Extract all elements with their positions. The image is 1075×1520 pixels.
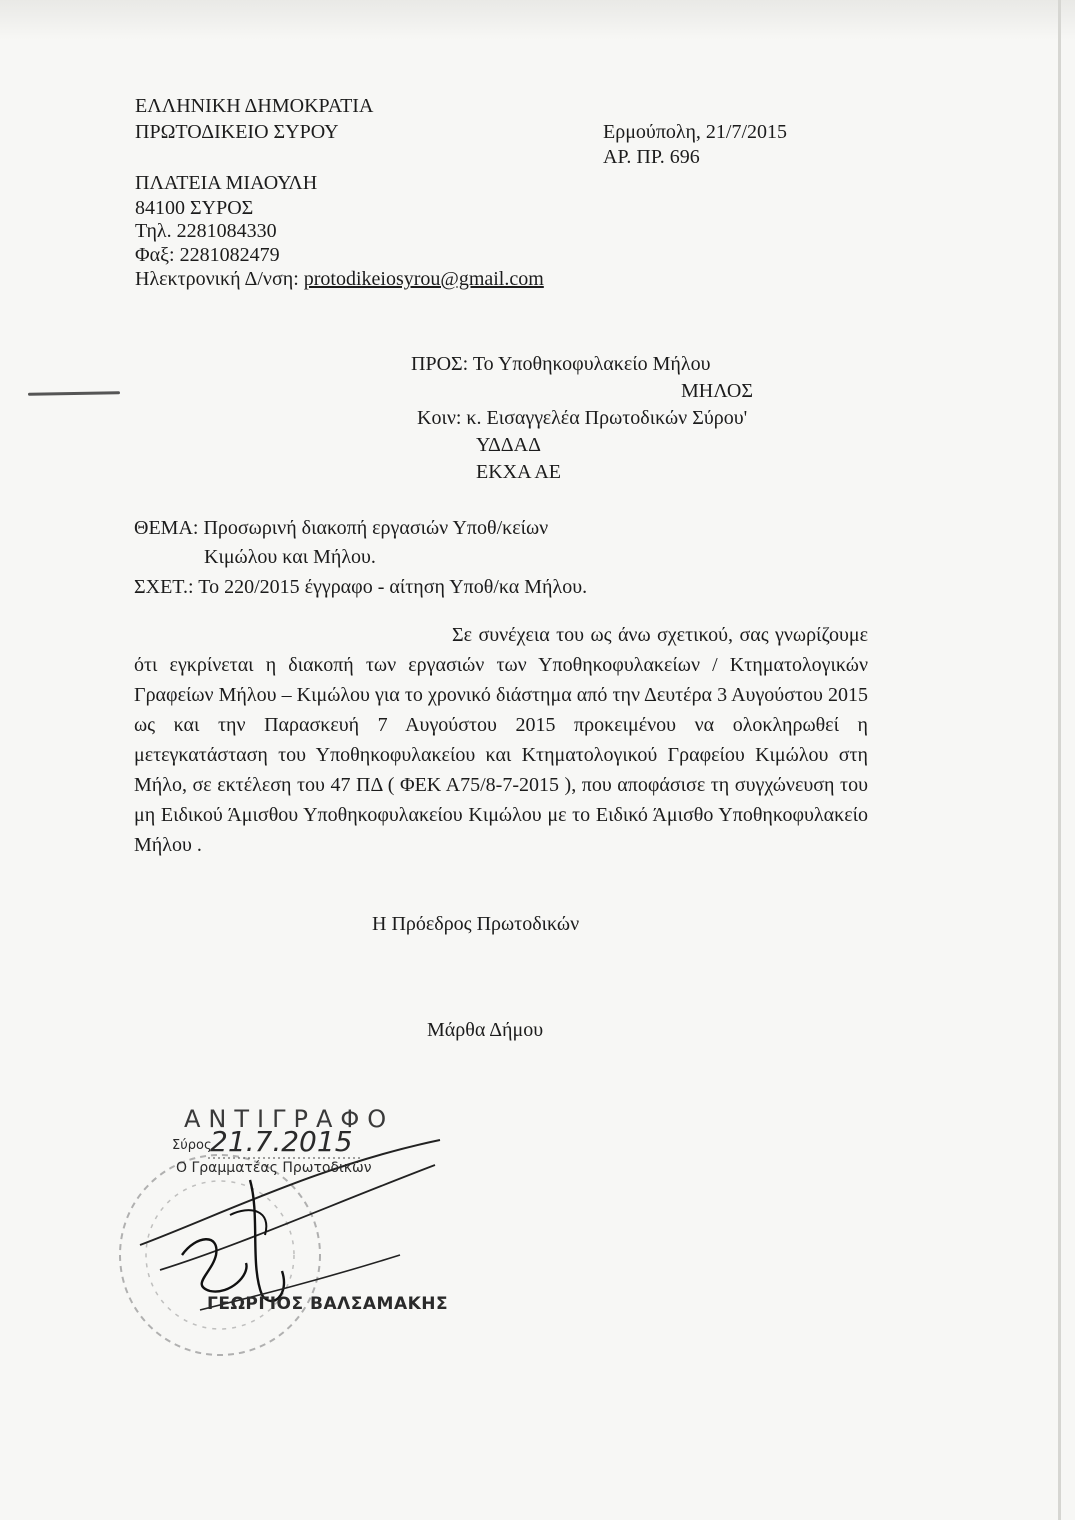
stamp-role: Ο Γραμματέας Πρωτοδικών xyxy=(176,1160,372,1176)
signature-title: Η Πρόεδρος Πρωτοδικών xyxy=(372,913,580,935)
body-paragraph xyxy=(134,620,868,860)
subject-reference: ΣΧΕΤ.: Το 220/2015 έγγραφο - αίτηση Υποθ/κα Μήλου. xyxy=(134,576,588,598)
recipient-to: ΠΡΟΣ: Το Υποθηκοφυλακείο Μήλου xyxy=(411,353,711,375)
email-label: Ηλεκτρονική Δ/νση: xyxy=(135,268,304,290)
scan-edge xyxy=(1058,0,1061,1520)
recipient-cc-mark: ' xyxy=(743,407,748,429)
recipient-cc-text: Κοιν: κ. Εισαγγελέα Πρωτοδικών Σύρου xyxy=(417,407,744,429)
place-date: Ερμούπολη, 21/7/2015 xyxy=(603,121,788,143)
phone: Τηλ. 2281084330 xyxy=(135,220,277,242)
recipient-cc2: ΥΔΔΑΔ xyxy=(476,434,541,456)
email-link[interactable]: protodikeiosyrou@gmail.com xyxy=(303,268,544,290)
recipient-cc xyxy=(417,406,747,430)
stamp-heading: ΑΝΤΙΓΡΑΦΟ xyxy=(184,1105,395,1133)
protocol-number: ΑΡ. ΠΡ. 696 xyxy=(603,146,700,168)
scan-mark xyxy=(28,391,120,396)
recipient-cc3: ΕΚΧΑ ΑΕ xyxy=(476,461,561,483)
official-stamp xyxy=(100,1095,480,1385)
signature-name: Μάρθα Δήμου xyxy=(427,1019,544,1041)
subject-line2: Κιμώλου και Μήλου. xyxy=(204,546,376,568)
recipient-place: ΜΗΛΟΣ xyxy=(681,380,753,402)
stamp-place: Σύρος xyxy=(172,1138,212,1153)
stamp-date: 21.7.2015 xyxy=(210,1125,353,1158)
scan-shadow xyxy=(0,0,1075,40)
email-line xyxy=(135,267,544,291)
address-line1: ΠΛΑΤΕΙΑ ΜΙΑΟΥΛΗ xyxy=(135,172,318,194)
fax: Φαξ: 2281082479 xyxy=(135,244,280,266)
header-line1: ΕΛΛΗΝΙΚΗ ΔΗΜΟΚΡΑΤΙΑ xyxy=(135,95,374,117)
stamp-official-name: ΓΕΩΡΓΙΟΣ ΒΑΛΣΑΜΑΚΗΣ xyxy=(207,1294,449,1314)
header-line2: ΠΡΩΤΟΔΙΚΕΙΟ ΣΥΡΟΥ xyxy=(135,121,339,143)
body-text: Σε συνέχεια του ως άνω σχετικού, σας γνωρίζουμε ότι εγκρίνεται η διακοπή των εργασιών των Υποθηκοφυλακείων / Κτηματολογικών Γραφείων Μήλου – Κιμώλου για το χρονικό διάστημα από την Δευτέρα 3 Αυγούστου 2015 ως και την Παρασκευή 7 Αυγούστου 2015 προκειμένου να ολοκληρωθεί η μετεγκατάσταση του Υποθηκοφυλακείου και Κτηματολογικού Γραφείου Κιμώλου στη Μήλο, σε εκτέλεση του 47 ΠΔ ( ΦΕΚ Α75/8-7-2015 ), που αποφάσισε τη συγχώνευση του μη Ειδικού Άμισθου Υποθηκοφυλακείου Κιμώλου με το Ειδικό Άμισθο Υποθηκοφυλακείο Μήλου . xyxy=(134,624,868,856)
address-line2: 84100 ΣΥΡΟΣ xyxy=(135,197,254,219)
subject-line1: ΘΕΜΑ: Προσωρινή διακοπή εργασιών Υποθ/κείων xyxy=(134,517,549,539)
